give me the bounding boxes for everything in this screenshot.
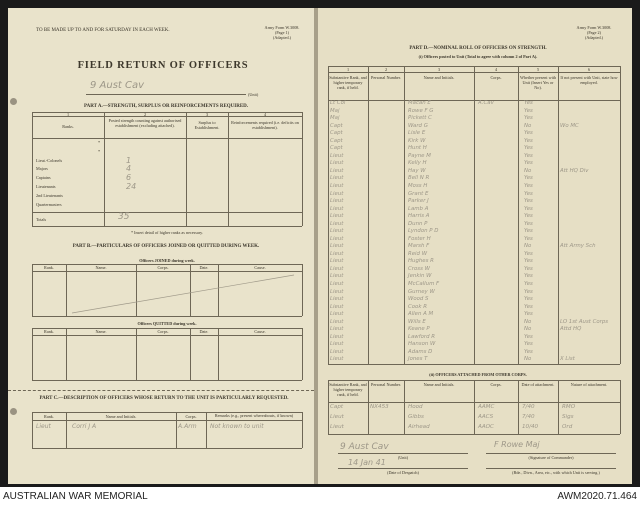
roll-rank: Lieut — [330, 235, 344, 242]
attached-header: Name and Initials. — [423, 382, 455, 387]
roll-present: Yes — [524, 258, 533, 265]
footer-accession: AWM2020.71.464 — [557, 491, 637, 502]
roll-name: Lamb A — [408, 205, 429, 212]
form-id: Army Form W.3008. (Page 1) (Adapted.) — [264, 25, 300, 40]
roll-name: McCallum F — [408, 281, 440, 288]
roll-present: Yes — [524, 348, 533, 355]
roll-rank: Lieut — [330, 273, 344, 280]
roll-rank: Lieut — [330, 190, 344, 197]
rank-value: 1 — [126, 155, 132, 165]
roll-header: Personal Number. — [370, 75, 401, 80]
perforation-line — [8, 390, 314, 391]
roll-note: Wo MC — [560, 122, 579, 129]
part-c-header-remarks: Remarks (e.g., present whereabouts, if known) — [214, 413, 294, 418]
rank-label: 2nd Lieutenants — [36, 192, 63, 198]
roll-name: Parker J — [408, 198, 429, 205]
roll-rank: Lieut — [330, 303, 344, 310]
roll-note: Att HQ Div — [560, 167, 589, 174]
attached-header: Corps. — [490, 382, 502, 387]
roll-corps: A.Cav — [478, 100, 494, 106]
roll-present: Yes — [524, 228, 533, 235]
quitted-header-corps: Corps. — [157, 329, 169, 334]
roll-rank: Maj — [330, 115, 340, 122]
roll-rank: Lieut — [330, 326, 344, 333]
unit-handwritten: 9 Aust Cav — [90, 80, 145, 91]
roll-rank: Lieut — [330, 213, 344, 220]
roll-present: No — [524, 243, 532, 250]
roll-name: Keane P — [408, 326, 430, 333]
roll-present: Yes — [524, 341, 533, 348]
roll-rank: Capt — [330, 122, 343, 129]
roll-name: Payne M — [408, 152, 431, 159]
form-page-2 — [318, 8, 632, 484]
joined-header-name: Name. — [95, 265, 107, 270]
roll-present: Yes — [524, 296, 533, 303]
roll-col-number: 4 — [494, 66, 498, 72]
roll-note: X List — [560, 356, 575, 363]
roll-rank: Capt — [330, 130, 343, 137]
totals-value: 35 — [118, 212, 130, 222]
roll-name: Harris A — [408, 213, 430, 220]
unit-label: (Unit) — [248, 92, 259, 97]
roll-present: Yes — [524, 190, 533, 197]
part-a-title: PART A.—STRENGTH, SURPLUS OR REINFORCEMENTS REQUIRED. — [83, 104, 249, 109]
col-number: 3 — [205, 112, 209, 117]
roll-name: Allen A M — [408, 311, 434, 318]
attached-nature: Ord — [562, 424, 573, 430]
roll-name: Ward G — [408, 122, 428, 129]
header-posted-strength: Posted strength counting against authorised establishment (excluding attached). — [108, 118, 182, 128]
location-label: (Bde., Divn., Area, etc., with which Unit is serving.) — [512, 470, 600, 475]
roll-rank: Lieut — [330, 167, 344, 174]
roll-header: If not present with Unit, state how employed. — [560, 75, 618, 85]
attached-date: 7/40 — [522, 404, 535, 410]
roll-col-number: 3 — [437, 66, 441, 72]
roll-rank: Lieut — [330, 348, 344, 355]
rank-label: Majors — [36, 166, 48, 172]
roll-present: No — [524, 326, 532, 333]
roll-name: Wills E — [408, 318, 426, 325]
roll-name: Rowe F G — [408, 107, 434, 114]
dispatch-unit-hand: 9 Aust Cav — [340, 442, 389, 452]
roll-present: Yes — [524, 152, 533, 159]
roll-rank: Lieut — [330, 296, 344, 303]
part-c-header-name: Name and Initials. — [105, 414, 137, 419]
roll-present: Yes — [524, 115, 533, 122]
part-c-name: Corri J A — [72, 423, 97, 430]
commander-signature: F Rowe Maj — [494, 440, 540, 449]
roll-rank: Lieut — [330, 356, 344, 363]
rank-label: Lieutenants — [36, 184, 56, 189]
roll-rank: Lieut — [330, 288, 344, 295]
part-c-remarks: Not known to unit — [210, 423, 264, 430]
roll-name: Hanson W — [408, 341, 436, 348]
roll-present: Yes — [524, 205, 533, 212]
roll-note: Att Army Sch — [560, 243, 596, 250]
roll-rank: Capt — [330, 137, 343, 144]
date-label: (Date of Despatch) — [387, 470, 419, 475]
rank-value: 24 — [126, 182, 137, 191]
footer-bar — [0, 487, 640, 506]
attached-header: Date of attachment. — [521, 382, 555, 387]
roll-present: Yes — [524, 250, 533, 257]
roll-header: Corps. — [490, 75, 502, 80]
roll-header: Whether present with Unit (Insert Yes or No). — [519, 75, 557, 90]
roll-name: Lawford R — [408, 333, 436, 340]
joined-header-date: Date. — [199, 265, 209, 270]
roll-rank: Lieut — [330, 175, 344, 182]
unit-label-2: (Unit) — [397, 455, 409, 460]
roll-name: Macan E — [408, 100, 431, 106]
roll-name: Moss H — [408, 182, 428, 189]
part-c-corps: A.Arm — [178, 423, 197, 430]
attached-number: NX453 — [370, 404, 389, 410]
roll-rank: Lieut — [330, 341, 344, 348]
roll-present: Yes — [524, 137, 533, 144]
attached-nature: Sigs — [562, 414, 574, 420]
roll-name: Dunn P — [408, 220, 428, 227]
roll-name: Kirk W — [408, 137, 426, 144]
roll-rank: Lieut — [330, 281, 344, 288]
header-ranks: Ranks. — [62, 124, 74, 129]
roll-col-number: 5 — [536, 66, 540, 72]
rank-label: * — [98, 140, 101, 145]
roll-rank: Lieut — [330, 258, 344, 265]
attached-nature: RMO — [562, 404, 576, 410]
roll-name: Reid W — [408, 250, 428, 257]
roll-present: Yes — [524, 145, 533, 152]
roll-name: Cook R — [408, 303, 427, 310]
roll-present: Yes — [524, 288, 533, 295]
punch-hole — [10, 98, 17, 105]
roll-present: Yes — [524, 311, 533, 318]
roll-name: Foster H — [408, 235, 431, 242]
attached-rank: Lieut — [330, 424, 344, 430]
col-number: 1 — [66, 112, 70, 117]
roll-name: Gurney W — [408, 288, 435, 295]
roll-rank: Maj — [330, 107, 340, 114]
rank-label: Lieut.-Colonels — [36, 157, 63, 163]
rank-label: Quartermasters — [36, 201, 62, 207]
footer-institution: AUSTRALIAN WAR MEMORIAL — [3, 491, 148, 502]
part-a-footnote: * Insert detail of higher ranks as necessary. — [130, 230, 204, 235]
attached-name: Gibbs — [408, 414, 424, 420]
roll-name: Pickett C — [408, 115, 432, 122]
part-d-subtitle: (i) Officers posted to Unit (Total to agree with column 2 of Part A). — [418, 54, 538, 59]
roll-name: Lisle E — [408, 130, 426, 137]
attached-header: Substantive Rank, and higher temporary rank, if held. — [329, 382, 367, 397]
attached-date: 10/40 — [522, 424, 539, 430]
quitted-header-rank: Rank. — [44, 329, 54, 334]
roll-rank: Lieut — [330, 160, 344, 167]
totals-label: Totals — [36, 217, 47, 222]
roll-name: Kelly H — [408, 160, 427, 167]
header-surplus: Surplus to Establishment. — [194, 120, 220, 130]
roll-rank: Lieut — [330, 250, 344, 257]
roll-present: Yes — [524, 182, 533, 189]
attached-header: Personal Number. — [370, 382, 401, 387]
quitted-header-date: Date. — [199, 329, 209, 334]
joined-title: Officers JOINED during week. — [139, 258, 195, 263]
roll-present: No — [524, 356, 532, 363]
roll-rank: Lieut — [330, 311, 344, 318]
roll-rank: Capt — [330, 145, 343, 152]
rank-label: * — [98, 148, 101, 154]
part-c-header-rank: Rank. — [44, 414, 54, 419]
roll-present: No — [524, 167, 532, 174]
rank-label: Captains — [36, 175, 51, 181]
attached-rank: Capt — [330, 404, 344, 410]
roll-name: Jones T — [408, 356, 428, 363]
roll-note: LO 1st Aust Corps — [560, 318, 609, 325]
roll-name: Lyndon P D — [408, 228, 439, 235]
attached-corps: AAMC — [478, 404, 495, 410]
roll-rank: Lieut — [330, 182, 344, 189]
quitted-header-name: Name. — [95, 329, 107, 334]
roll-present: Yes — [524, 198, 533, 205]
header-reinforcements: Reinforcements required (i.e. deficits on establishment). — [231, 120, 299, 130]
quitted-header-cause: Cause. — [254, 329, 266, 334]
commander-label: (Signature of Commander) — [528, 455, 574, 460]
roll-name: Grant E — [408, 190, 429, 197]
roll-present: Yes — [524, 100, 533, 106]
attached-rank: Lieut — [330, 414, 344, 420]
roll-rank: Lieut — [330, 265, 344, 272]
roll-present: No — [524, 122, 532, 129]
roll-present: Yes — [524, 281, 533, 288]
part-c-rank: Lieut — [36, 423, 51, 430]
roll-present: No — [524, 318, 532, 325]
roll-rank: Lieut — [330, 243, 344, 250]
roll-name: Marsh F — [408, 243, 430, 250]
roll-present: Yes — [524, 235, 533, 242]
roll-present: Yes — [524, 333, 533, 340]
quitted-title: Officers QUITTED during week. — [137, 321, 197, 326]
roll-name: Hay W — [408, 167, 426, 174]
attached-corps: AAOC — [478, 424, 494, 430]
part-d-title: PART D.—NOMINAL ROLL OF OFFICERS ON STRENGTH. — [409, 46, 547, 51]
punch-hole — [10, 408, 17, 415]
part-c-header-corps: Corps. — [185, 414, 197, 419]
roll-col-number: 6 — [587, 66, 591, 72]
roll-header: Substantive Rank, and higher temporary rank, if held. — [329, 75, 367, 90]
joined-header-cause: Cause. — [254, 265, 266, 270]
part-b-title: PART B.—PARTICULARS OF OFFICERS JOINED OR QUITTED DURING WEEK. — [72, 244, 260, 249]
form-page-1 — [8, 8, 314, 484]
roll-col-number: 1 — [346, 66, 350, 72]
roll-rank: Lieut — [330, 333, 344, 340]
roll-present: Yes — [524, 220, 533, 227]
roll-present: Yes — [524, 160, 533, 167]
rank-value: 4 — [126, 164, 132, 174]
roll-header: Name and Initials. — [423, 75, 455, 80]
roll-name: Hunt H — [408, 145, 427, 152]
joined-header-rank: Rank. — [44, 265, 54, 270]
roll-rank: Lieut — [330, 198, 344, 205]
page-title: FIELD RETURN OF OFFICERS — [77, 60, 249, 71]
joined-strike-line — [32, 271, 302, 316]
roll-name: Bell N R — [408, 175, 430, 182]
roll-present: Yes — [524, 175, 533, 182]
roll-present: Yes — [524, 273, 533, 280]
col-number: 4 — [263, 112, 267, 117]
roll-present: Yes — [524, 130, 533, 137]
roll-present: Yes — [524, 213, 533, 220]
roll-rank: Lt Col — [330, 100, 346, 106]
roll-note: Attd HQ — [560, 326, 582, 333]
joined-header-corps: Corps. — [157, 265, 169, 270]
attached-title: (ii) OFFICERS ATTACHED FROM OTHER CORPS. — [429, 372, 527, 377]
roll-name: Wood S — [408, 296, 429, 303]
col-number: 2 — [143, 112, 147, 117]
roll-name: Jenkin W — [408, 273, 432, 280]
roll-col-number: 2 — [384, 66, 388, 72]
attached-date: 7/40 — [522, 414, 535, 420]
roll-name: Adams D — [408, 348, 433, 355]
roll-rank: Lieut — [330, 152, 344, 159]
roll-name: Hughes R — [408, 258, 434, 265]
roll-name: Cross W — [408, 265, 430, 272]
attached-header: Nature of attachment. — [570, 382, 608, 387]
roll-rank: Lieut — [330, 228, 344, 235]
roll-present: Yes — [524, 303, 533, 310]
rank-value: 6 — [126, 173, 132, 183]
attached-name: Hood — [408, 404, 423, 410]
roll-rank: Lieut — [330, 205, 344, 212]
form-id-2: Army Form W.3008. (Page 2) (Adapted.) — [576, 25, 612, 40]
attached-corps: AACS — [478, 414, 494, 420]
roll-present: Yes — [524, 265, 533, 272]
roll-present: Yes — [524, 107, 533, 114]
attached-name: Airhead — [408, 424, 430, 430]
part-c-title: PART C.—DESCRIPTION OF OFFICERS WHOSE RETURN TO THE UNIT IS PARTICULARLY REQUESTED. — [39, 396, 289, 401]
roll-rank: Lieut — [330, 318, 344, 325]
dispatch-date-hand: 14 Jan 41 — [348, 458, 386, 467]
roll-rank: Lieut — [330, 220, 344, 227]
top-note: TO BE MADE UP TO AND FOR SATURDAY IN EACH WEEK. — [36, 28, 170, 33]
